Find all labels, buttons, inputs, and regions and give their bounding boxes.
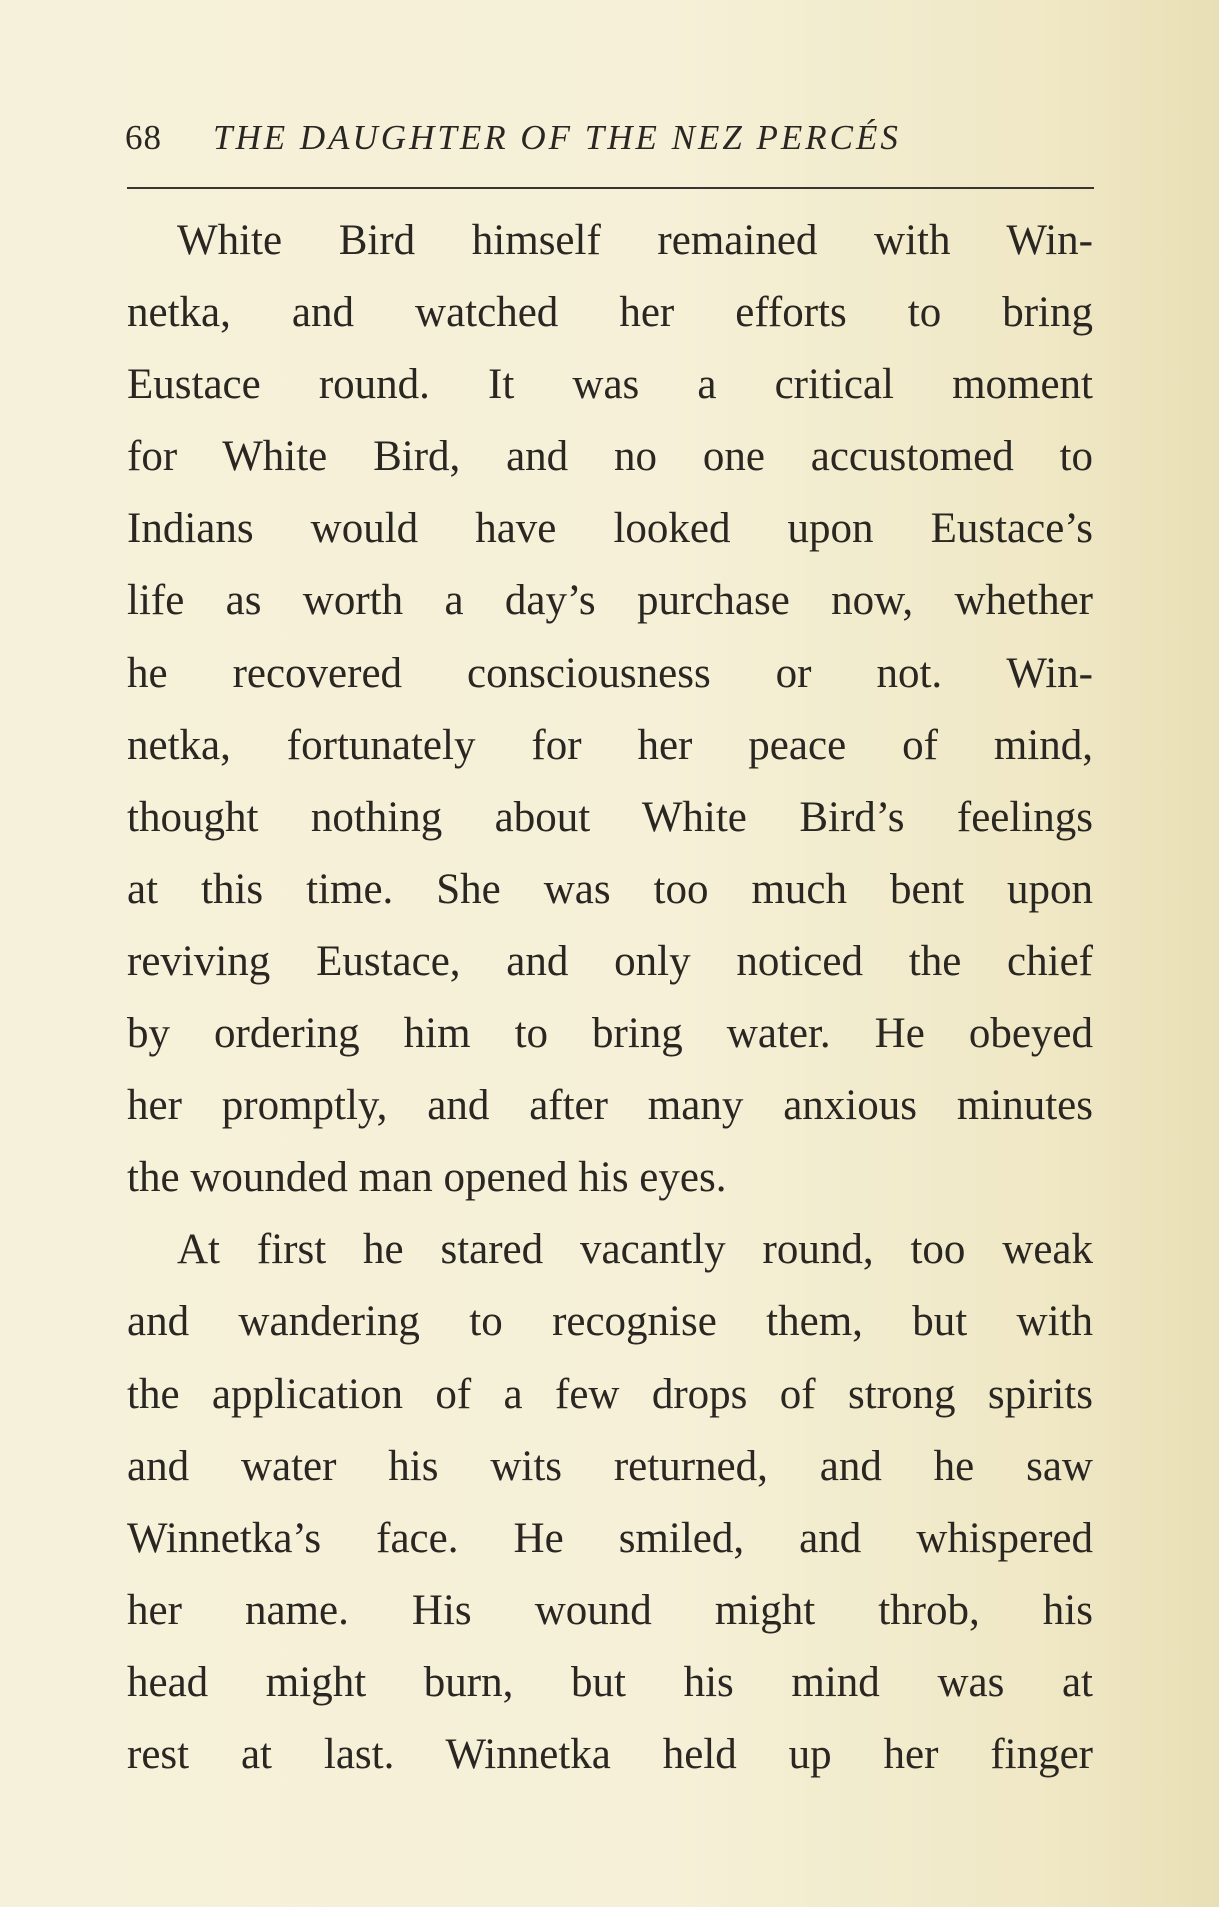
- text-line: Eustace round. It was a critical moment: [127, 361, 1093, 409]
- text-line: head might burn, but his mind was at: [127, 1658, 1093, 1706]
- page-header: [125, 118, 1085, 170]
- text-line: netka, and watched her efforts to bring: [127, 289, 1093, 337]
- text-line: thought nothing about White Bird’s feelings: [127, 793, 1093, 841]
- text-line: White Bird himself remained with Win-: [177, 217, 1093, 264]
- text-line: at this time. She was too much bent upon: [127, 865, 1093, 913]
- text-line: life as worth a day’s purchase now, whether: [127, 577, 1093, 625]
- header-rule: [127, 187, 1094, 189]
- text-line: and water his wits returned, and he saw: [127, 1442, 1093, 1490]
- text-line: by ordering him to bring water. He obeyed: [127, 1010, 1093, 1058]
- text-line: Winnetka’s face. He smiled, and whispered: [127, 1514, 1093, 1562]
- body-text: [127, 205, 1093, 1791]
- page-number: 68: [125, 118, 162, 157]
- text-line: he recovered consciousness or not. Win-: [127, 649, 1093, 697]
- text-line: Indians would have looked upon Eustace’s: [127, 505, 1093, 553]
- text-line: the wounded man opened his eyes.: [127, 1154, 727, 1202]
- text-line: reviving Eustace, and only noticed the chief: [127, 937, 1093, 985]
- running-title: THE DAUGHTER OF THE NEZ PERCÉS: [213, 118, 901, 157]
- text-line: At first he stared vacantly round, too weak: [177, 1226, 1093, 1274]
- text-line: the application of a few drops of strong spirits: [127, 1370, 1093, 1418]
- text-line: her name. His wound might throb, his: [127, 1586, 1093, 1634]
- text-line: and wandering to recognise them, but with: [127, 1298, 1093, 1346]
- text-line: for White Bird, and no one accustomed to: [127, 433, 1093, 481]
- text-line: her promptly, and after many anxious minutes: [127, 1082, 1093, 1130]
- text-line: netka, fortunately for her peace of mind,: [127, 721, 1093, 769]
- text-line: rest at last. Winnetka held up her finger: [127, 1730, 1093, 1778]
